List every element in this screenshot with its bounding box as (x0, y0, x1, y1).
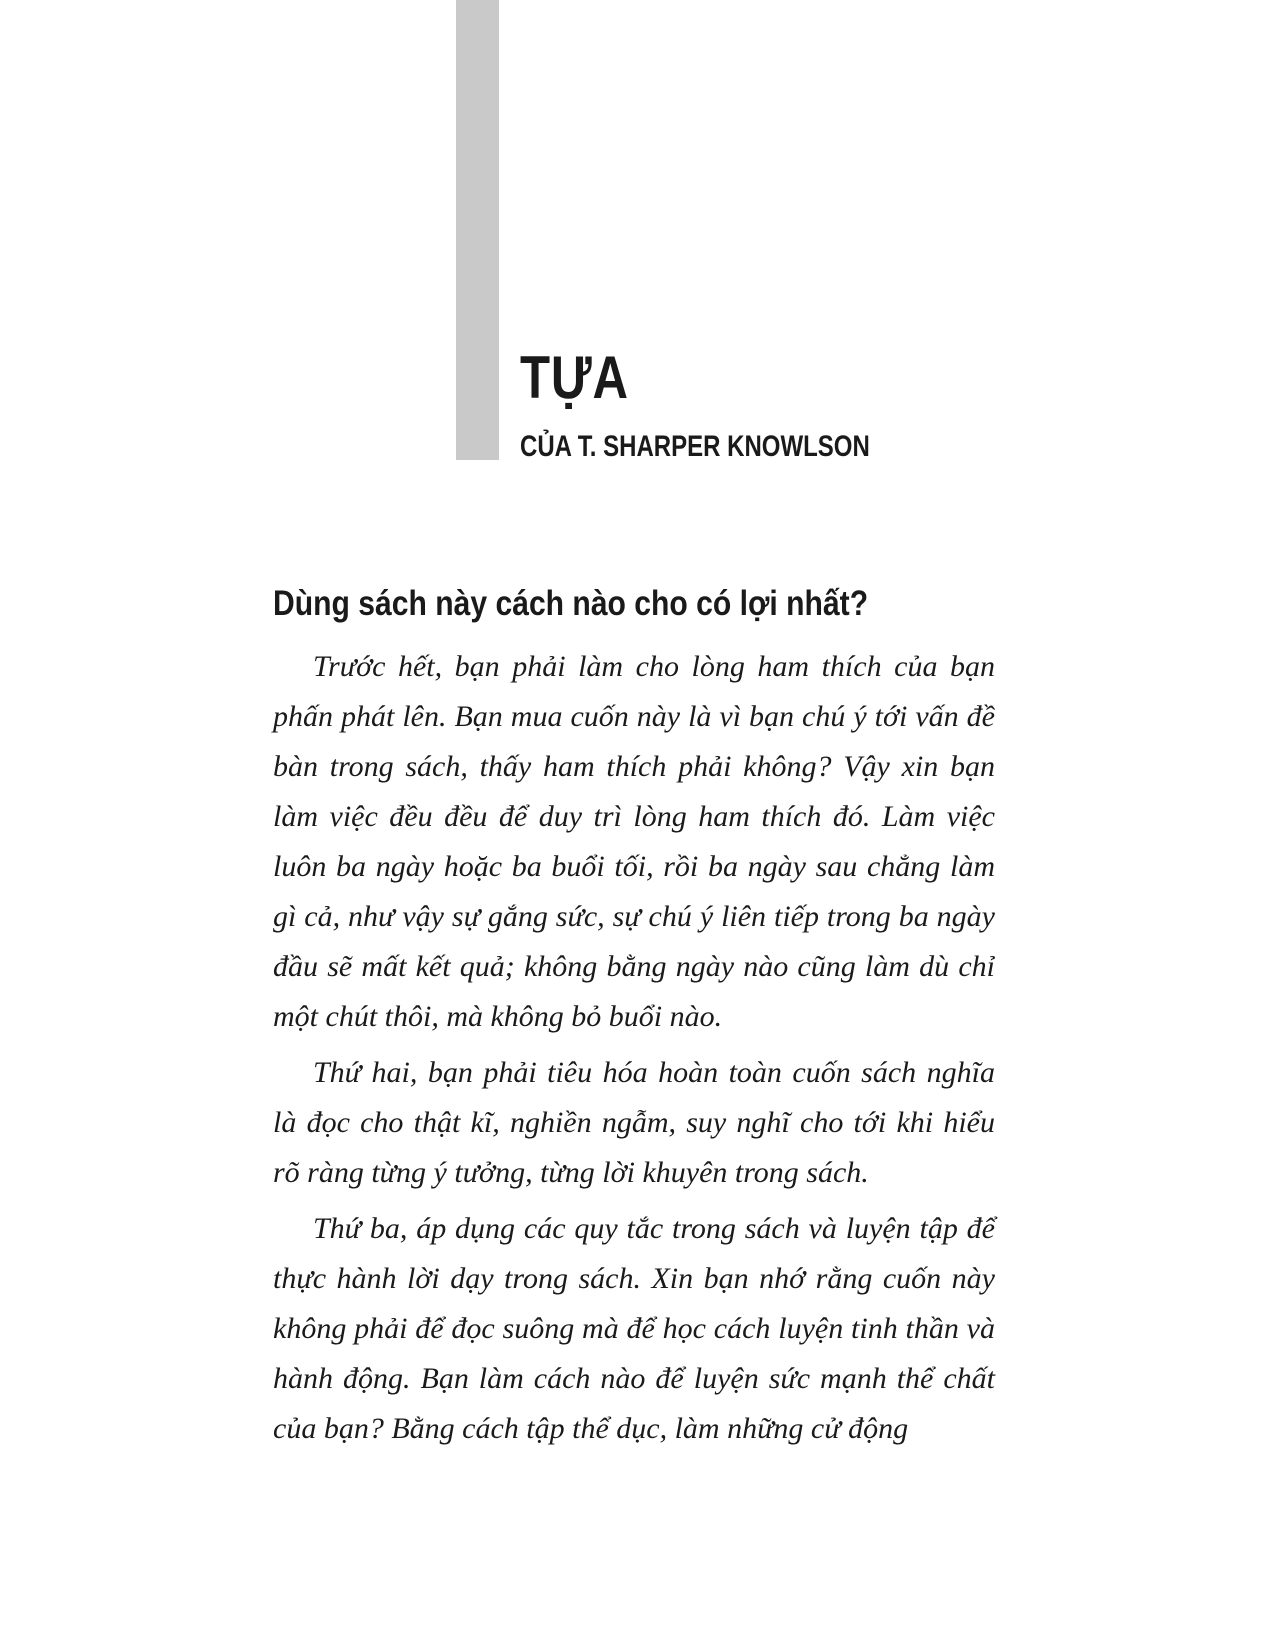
paragraph-1: Trước hết, bạn phải làm cho lòng ham thích của bạn phấn phát lên. Bạn mua cuốn này là vì bạn chú ý tới vấn đề bàn trong sách, thấy ham thích phải không? Vậy xin bạn làm việc đều đều để duy trì lòng ham thích đó. Làm việc luôn ba ngày hoặc ba buổi tối, rồi ba ngày sau chẳng làm gì cả, như vậy sự gắng sức, sự chú ý liên tiếp trong ba ngày đầu sẽ mất kết quả; không bằng ngày nào cũng làm dù chỉ một chút thôi, mà không bỏ buổi nào. (273, 650, 995, 1033)
chapter-accent-bar (456, 0, 499, 460)
chapter-title: TỰA (520, 344, 629, 411)
section-heading: Dùng sách này cách nào cho có lợi nhất? (273, 584, 869, 623)
paragraph-2: Thứ hai, bạn phải tiêu hóa hoàn toàn cuốn sách nghĩa là đọc cho thật kĩ, nghiền ngẫm, suy nghĩ cho tới khi hiểu rõ ràng từng ý tưởng, từng lời khuyên trong sách. (273, 1056, 995, 1189)
body-text (273, 642, 995, 1460)
paragraph-3: Thứ ba, áp dụng các quy tắc trong sách và luyện tập để thực hành lời dạy trong sách. Xin bạn nhớ rằng cuốn này không phải để đọc suông mà để học cách luyện tinh thần và hành động. Bạn làm cách nào để luyện sức mạnh thể chất của bạn? Bằng cách tập thể dục, làm những cử động (273, 1212, 995, 1445)
chapter-subtitle: CỦA T. SHARPER KNOWLSON (520, 430, 870, 463)
